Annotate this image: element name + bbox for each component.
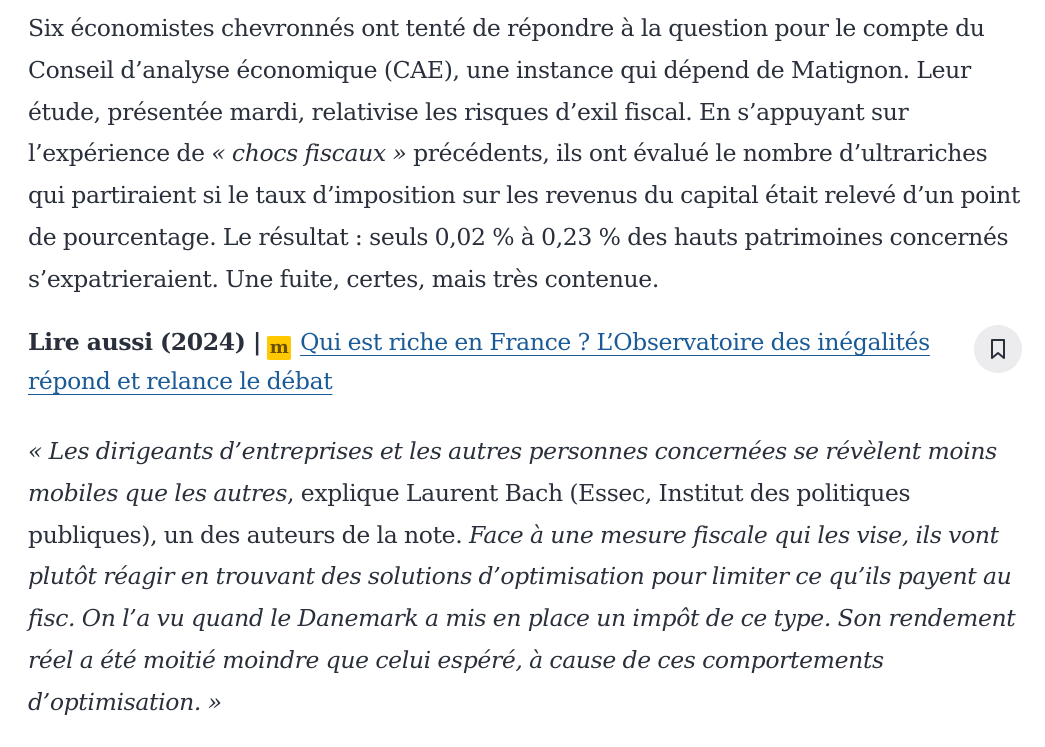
paragraph-text: Six économistes chevronnés ont tenté de répondre à la question pour le compte du Conseil d’analyse économique (CAE), une instance qui dépend de Matignon. Leur étude, présentée mardi, relativise les risques d’exil fiscal. En s’appuyant sur l’expérience de [28,14,985,168]
quote-block [28,431,1028,724]
quote-attribution: , explique Laurent Bach (Essec, Institut des politiques publiques), un des auteurs de la note. [28,478,911,549]
read-also-label: Lire aussi (2024) | [28,328,262,356]
bookmark-button[interactable] [974,325,1022,373]
quote-text: Face à une mesure fiscale qui les vise, ils vont plutôt réagir en trouvant des solutions d’optimisation pour limiter ce qu’ils payent au fisc. On l’a vu quand le Danemark a mis en place un impôt de ce type. Son rendement réel a été moitié moindre que celui espéré, à cause de ces comportements d’optimisation. » [28,520,1016,716]
le-monde-logo-icon: m [267,336,291,360]
article-body [28,8,1028,301]
quoted-term: « chocs fiscaux » [211,139,407,168]
read-also-link[interactable]: Qui est riche en France ? L’Observatoire des inégalités répond et relance le débat [28,328,930,395]
quote-paragraph [28,431,1028,724]
quote-text: « Les dirigeants d’entreprises et les autres personnes concernées se révèlent moins mobiles que les autres [28,437,997,507]
bookmark-icon [990,338,1006,360]
paragraph-text: précédents, ils ont évalué le nombre d’ultrariches qui partiraient si le taux d’imposition sur les revenus du capital était relevé d’un point de pourcentage. Le résultat : seuls 0,02 % à 0,23 % des hauts patrimoines concernés s’expatrieraient. Une fuite, certes, mais très contenue. [28,139,1021,293]
read-also-line [28,323,963,401]
read-also-block [28,323,1028,403]
article-paragraph [28,8,1028,301]
